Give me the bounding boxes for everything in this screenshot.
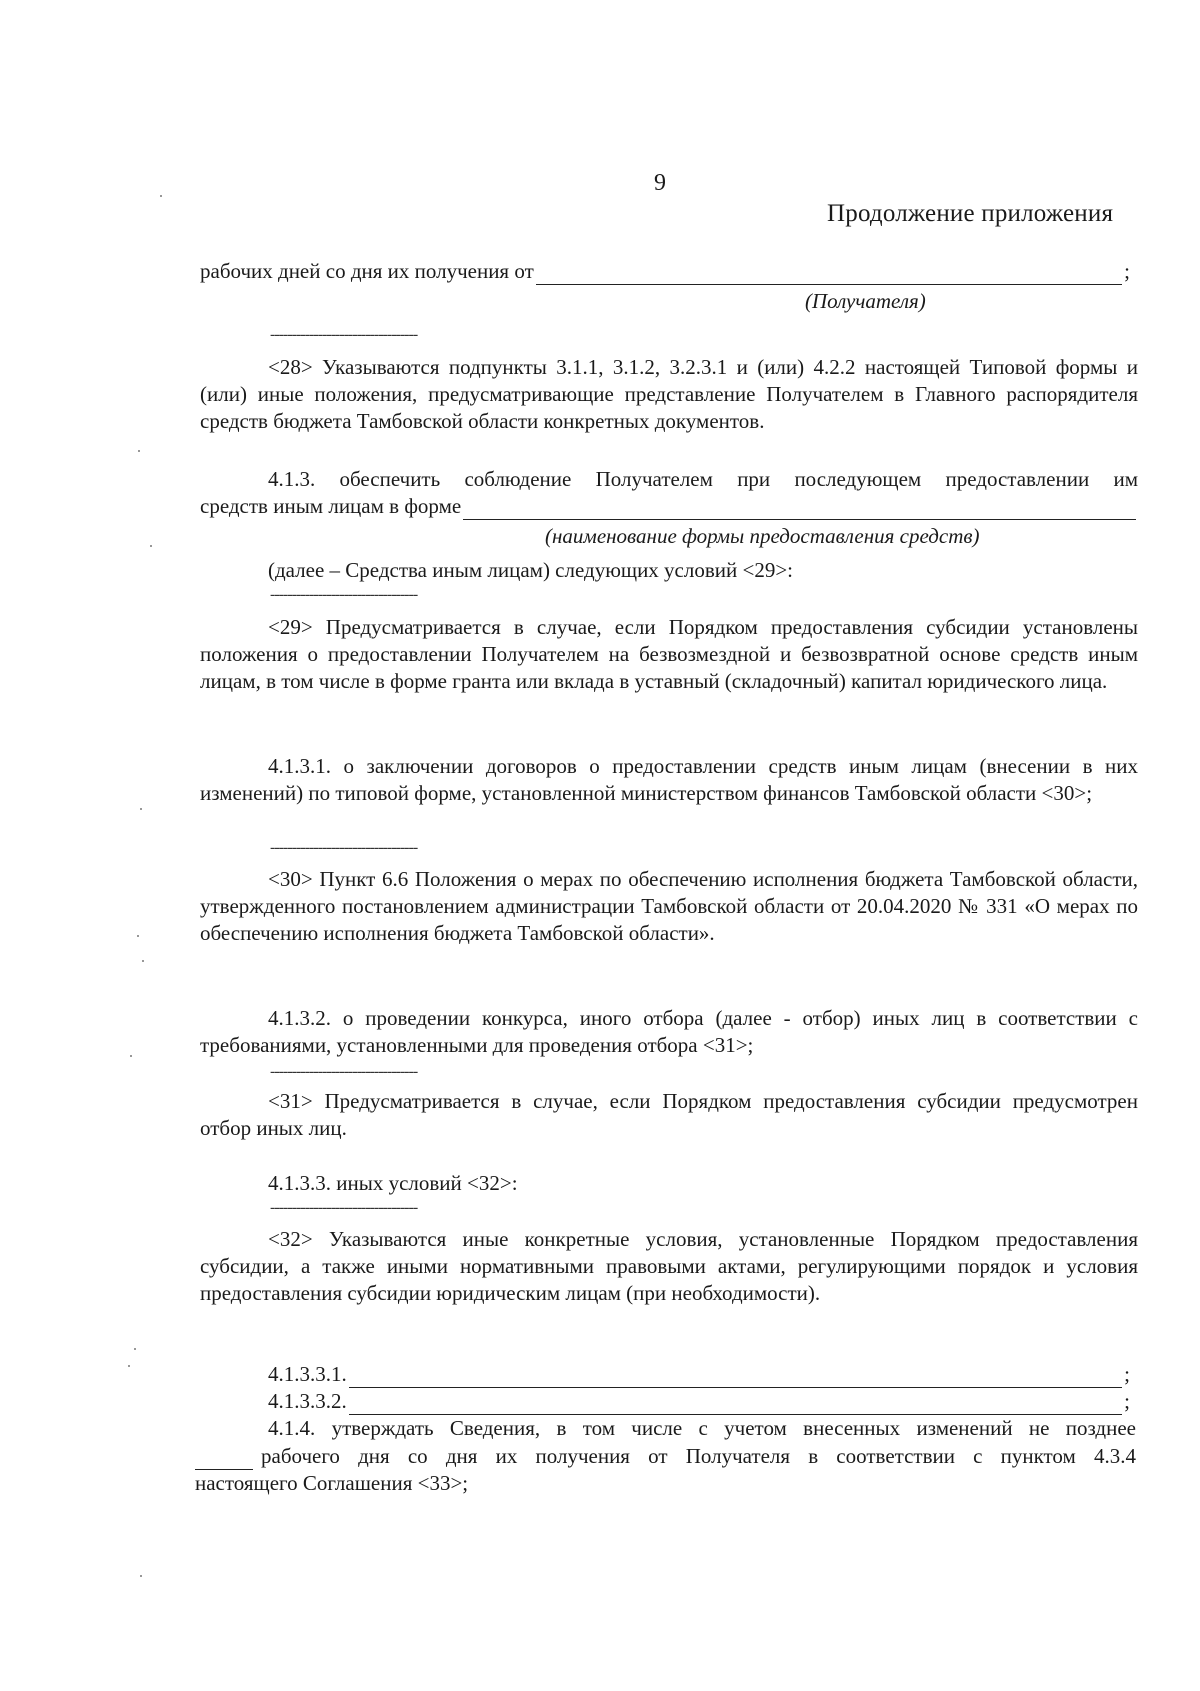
footnote-separator: ---------------------------------- <box>270 1063 418 1080</box>
continuation-heading: Продолжение приложения <box>827 200 1114 227</box>
item-4-1-3-3-2-blank <box>349 1394 1122 1415</box>
recipient-blank <box>536 264 1122 285</box>
footnote-separator: ---------------------------------- <box>270 586 418 603</box>
scan-speck <box>137 935 139 937</box>
footnote-separator: ---------------------------------- <box>270 1199 418 1216</box>
item-4-1-3-3-1 <box>268 1361 1130 1388</box>
scan-speck <box>150 545 152 547</box>
clause-4-1-3-line1: 4.1.3. обеспечить соблюдение Получателем при последующем предоставлении им <box>268 467 1138 491</box>
scan-speck <box>140 808 142 810</box>
clause-4-1-3-2: 4.1.3.2. о проведении конкурса, иного отбора (далее - отбор) иных лиц в соответствии с требованиями, установленными для проведения отбора <31>; <box>200 1006 1138 1057</box>
footnote-31: <31> Предусматривается в случае, если Порядком предоставления субсидии предусмотрен отбор иных лиц. <box>200 1089 1138 1140</box>
clause-4-1-3-form-line <box>200 493 1138 520</box>
clause-4-1-4-line1: 4.1.4. утверждать Сведения, в том числе с учетом внесенных изменений не позднее <box>268 1416 1136 1440</box>
footnote-32: <32> Указываются иные конкретные условия, установленные Порядком предоставления субсидии, а также иными нормативными правовыми актами, регулирующими порядок и условия предоставления субсидии юридическим лицам (при необходимости). <box>200 1227 1138 1305</box>
scan-speck <box>142 960 144 962</box>
clause-4-1-4-line2: рабочего дня со дня их получения от Получателя в соответствии с пунктом 4.3.4 <box>261 1444 1136 1468</box>
clause-4-1-4-line3: настоящего Соглашения <33>; <box>195 1471 469 1495</box>
item-4-1-3-3-2-end: ; <box>1124 1389 1130 1413</box>
scan-speck <box>134 1348 136 1350</box>
page-number: 9 <box>654 170 666 196</box>
recipient-line-end: ; <box>1124 259 1130 283</box>
form-caption: (наименование формы предоставления средств) <box>545 524 980 548</box>
item-4-1-3-3-2-label: 4.1.3.3.2. <box>268 1389 347 1413</box>
form-blank <box>463 499 1136 520</box>
footnote-separator: ---------------------------------- <box>270 839 418 856</box>
scan-speck <box>140 1575 142 1577</box>
clause-4-1-3-line2: средств иным лицам в форме <box>200 494 462 518</box>
clause-4-1-3-1: 4.1.3.1. о заключении договоров о предоставлении средств иным лицам (внесении в них изменений) по типовой форме, установленной министерством финансов Тамбовской области <30>; <box>200 754 1138 805</box>
scan-speck <box>128 1365 130 1367</box>
recipient-line <box>200 258 1130 285</box>
scan-speck <box>138 450 140 452</box>
days-blank <box>195 1453 253 1470</box>
item-4-1-3-3-2 <box>268 1388 1130 1415</box>
footnote-28: <28> Указываются подпункты 3.1.1, 3.1.2, 3.2.3.1 и (или) 4.2.2 настоящей Типовой формы и (или) иные положения, предусматривающие представление Получателем в Главного распорядителя средств бюджета Тамбовской области конкретных документов. <box>200 355 1138 433</box>
item-4-1-3-3-1-blank <box>349 1367 1122 1388</box>
footnote-29: <29> Предусматривается в случае, если Порядком предоставления субсидии установлены положения о предоставлении Получателем на безвозмездной и безвозвратной основе средств иным лицам, в том числе в форме гранта или вклада в уставный (складочный) капитал юридического лица. <box>200 615 1138 693</box>
recipient-line-text: рабочих дней со дня их получения от <box>200 259 534 283</box>
scan-speck <box>160 195 162 197</box>
clause-4-1-3-3: 4.1.3.3. иных условий <32>: <box>268 1171 518 1195</box>
footnote-30: <30> Пункт 6.6 Положения о мерах по обеспечению исполнения бюджета Тамбовской области, утвержденного постановлением администрации Тамбовской области от 20.04.2020 № 331 «О мерах по обеспечению исполнения бюджета Тамбовской области». <box>200 867 1138 945</box>
recipient-caption: (Получателя) <box>805 289 926 313</box>
item-4-1-3-3-1-label: 4.1.3.3.1. <box>268 1362 347 1386</box>
clause-4-1-3-line3: (далее – Средства иным лицам) следующих условий <29>: <box>268 558 794 582</box>
scan-speck <box>130 1055 132 1057</box>
item-4-1-3-3-1-end: ; <box>1124 1362 1130 1386</box>
footnote-separator: ---------------------------------- <box>270 326 418 343</box>
clause-4-1-4-line2-row <box>195 1443 1136 1470</box>
